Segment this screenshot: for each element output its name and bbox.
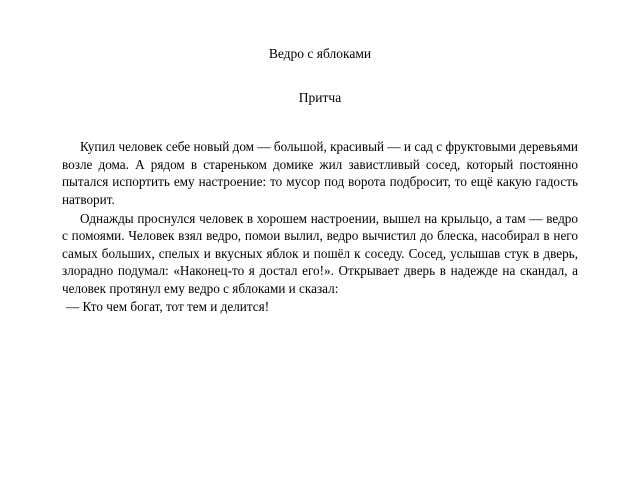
document-body [62,138,578,315]
paragraph: — Кто чем богат, тот тем и делится! [66,299,270,315]
paragraph: Однажды проснулся человек в хорошем настроении, вышел на крыльцо, а там — ведро с помоями. Человек взял ведро, помои вылил, ведро вычистил до блеска, насобирал в него самых больших, спелых и вкусных яблок и пошёл к соседу. Сосед, услышав стук в дверь, злорадно подумал: «Наконец-то я достал его!». Открывает дверь в надежде на скандал, а человек протянул ему ведро с яблоками и сказал: [62,210,578,296]
page-subtitle: Притча [298,90,342,106]
page-title: Ведро с яблоками [268,46,372,61]
paragraph: Купил человек себе новый дом — большой, красивый — и сад с фруктовыми деревьями возле дома. А рядом в стареньком домике жил завистливый сосед, который постоянно пытался испортить ему настроение: то мусор под ворота подбросит, то ещё какую гадость натворит. [62,139,578,208]
